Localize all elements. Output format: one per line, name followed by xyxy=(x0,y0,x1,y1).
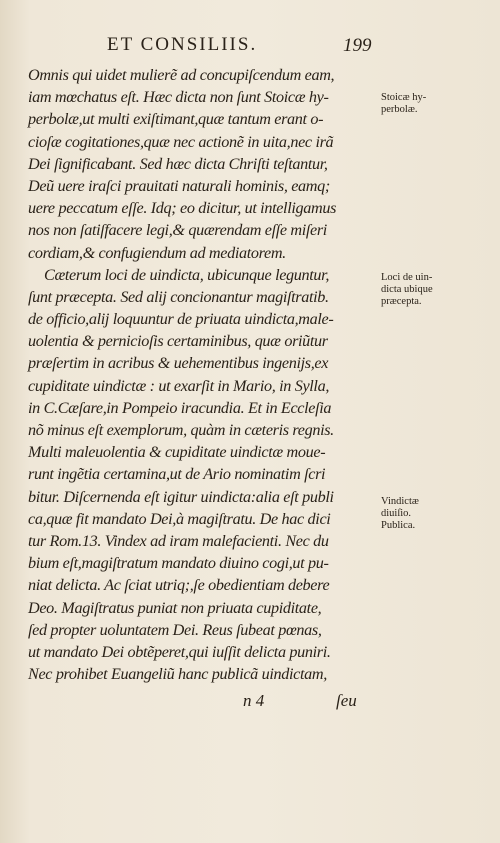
text-line: Nec prohibet Euangeliũ hanc publicã uindictam, xyxy=(28,665,327,684)
text-line: bitur. Diſcernenda eſt igitur uindicta:alia eſt publi xyxy=(28,487,334,506)
paragraph-first-line: Cæterum loci de uindicta, ubicunque leguntur, xyxy=(44,265,330,284)
text-line: ut mandato Dei obtẽperet,qui iuſſit delicta puniri. xyxy=(28,642,331,661)
text-line: bium eſt,magiſtratum mandato diuino cogi,ut pu- xyxy=(28,554,329,573)
text-line: nõ minus eſt exemplorum, quàm in cæteris regnis. xyxy=(28,421,334,439)
text-line: uolentia & pernicioſis certaminibus, quæ oriũtur xyxy=(28,332,328,351)
page-number: 199 xyxy=(343,35,372,56)
catchword: ſeu xyxy=(336,691,357,710)
text-line: nos non ſatiſfacere legi,& quærendam eſſe miſeri xyxy=(28,221,327,240)
text-line: præſertim in acribus & uehementibus ingenijs,ex xyxy=(28,354,329,373)
text-line: de officio,alij loquuntur de priuata uindicta,male- xyxy=(28,310,334,329)
margin-note-uindictae-diuisio: Vindictæ diuiſio. Publica. xyxy=(381,496,419,531)
text-line: cordiam,& confugiendum ad mediatorem. xyxy=(28,243,286,262)
text-line: tur Rom.13. Vindex ad iram malefacienti. Nec du xyxy=(28,531,329,550)
running-head: ET CONSILIIS. xyxy=(107,34,258,55)
text-line: ca,quæ fit mandato Dei,à magiſtratu. De hac dici xyxy=(28,509,331,528)
main-text-block xyxy=(28,64,378,685)
text-line: Deo. Magiſtratus puniat non priuata cupiditate, xyxy=(28,598,322,617)
text-line: Deũ uere iraſci prauitati naturali hominis, eamq; xyxy=(28,176,330,195)
text-line: cioſæ cogitationes,quæ nec actionẽ in uita,nec irã xyxy=(28,132,334,151)
text-line: uere peccatum eſſe. Idq; eo dicitur, ut intelligamus xyxy=(28,199,337,218)
text-line: cupiditate uindictæ : ut exarſit in Mario, in Sylla, xyxy=(28,376,330,395)
margin-note-stoicae-hyperbolae: Stoicæ hy- perbolæ. xyxy=(381,92,427,115)
text-line: perbolæ,ut multi exiſtimant,quæ tantum erant o- xyxy=(28,110,324,129)
text-line: runt ingẽtia certamina,ut de Ario nominatim ſcri xyxy=(28,465,326,484)
text-line: iam mœchatus eſt. Hæc dicta non ſunt Stoicæ hy- xyxy=(28,88,329,107)
signature-mark: n 4 xyxy=(243,691,265,710)
text-line: in C.Cæſare,in Pompeio iracundia. Et in Eccleſia xyxy=(28,398,332,417)
text-line: ſunt præcepta. Sed alij concionantur magiſtratib. xyxy=(28,287,329,306)
margin-note-loci-de-uindicta: Loci de uin- dicta ubique præcepta. xyxy=(381,272,433,307)
text-line: Omnis qui uidet mulierẽ ad concupiſcendum eam, xyxy=(28,66,335,84)
text-line: Dei ſignificabant. Sed hæc dicta Chriſti teſtantur, xyxy=(28,154,328,173)
page-footer xyxy=(0,691,500,715)
text-line: niat delicta. Ac ſciat utriq;,ſe obedientiam debere xyxy=(28,576,330,595)
text-line: Multi maleuolentia & cupiditate uindictæ moue- xyxy=(28,443,326,462)
text-line: ſed propter uoluntatem Dei. Reus ſubeat pœnas, xyxy=(28,620,322,639)
page-header xyxy=(0,34,500,60)
